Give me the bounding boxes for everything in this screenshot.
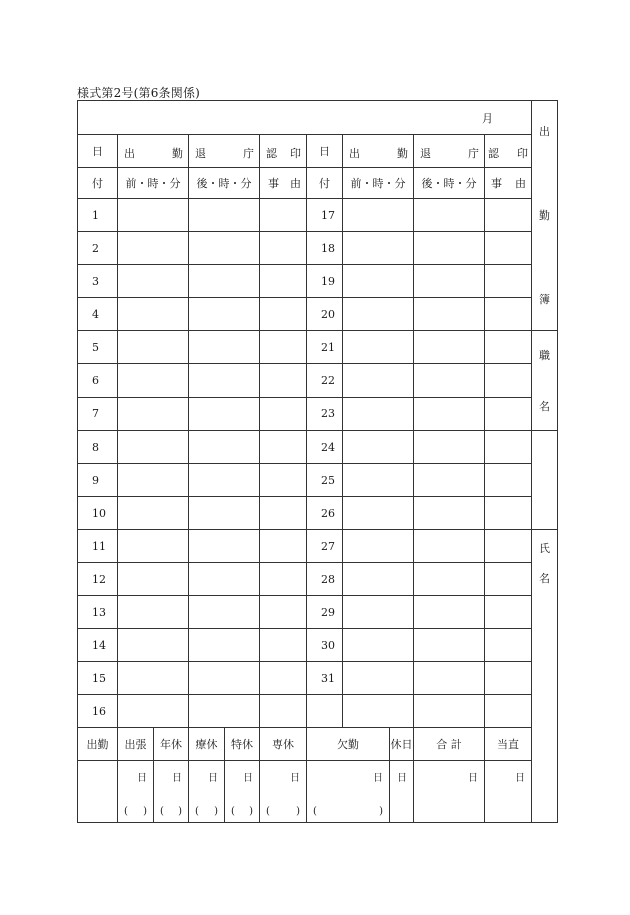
arrive-time-cell[interactable] — [118, 199, 189, 232]
summary-medical-leave-count[interactable]: 日 ( ) — [189, 761, 225, 823]
seal-cell[interactable] — [260, 331, 307, 364]
seal-cell[interactable] — [260, 265, 307, 298]
attendance-sheet — [77, 100, 557, 817]
leave-subheader-left: 後・時・分 — [189, 168, 260, 199]
day-number: 26 — [307, 497, 343, 530]
seal-cell[interactable] — [485, 563, 532, 596]
arrive-time-cell[interactable] — [118, 431, 189, 464]
arrive-time-cell[interactable] — [118, 497, 189, 530]
summary-annual-leave-count[interactable]: 日 ( ) — [154, 761, 189, 823]
seal-cell[interactable] — [260, 629, 307, 662]
day-number: 15 — [78, 662, 118, 695]
seal-subheader-left: 事 由 — [260, 168, 307, 199]
summary-label-total: 合 計 — [414, 728, 485, 761]
day-number: 7 — [78, 397, 118, 430]
seal-cell[interactable] — [485, 596, 532, 629]
arrive-time-cell[interactable] — [343, 662, 414, 695]
summary-business-trip-count[interactable]: 日 ( ) — [118, 761, 154, 823]
day-number: 16 — [78, 695, 118, 728]
seal-subheader-right: 事 由 — [485, 168, 532, 199]
day-number: 9 — [78, 464, 118, 497]
summary-attendance-count[interactable] — [78, 761, 118, 823]
leave-time-cell[interactable] — [414, 629, 485, 662]
leave-time-cell[interactable] — [414, 596, 485, 629]
day-number: 23 — [307, 397, 343, 430]
arrive-time-cell[interactable] — [343, 497, 414, 530]
post-input-cell[interactable] — [532, 431, 558, 530]
summary-holiday-count[interactable]: 日 — [390, 761, 414, 823]
summary-dedicated-leave-count[interactable]: 日 ( ) — [260, 761, 307, 823]
seal-cell[interactable] — [485, 265, 532, 298]
summary-label-business-trip: 出張 — [118, 728, 154, 761]
month-label: 月 — [482, 111, 494, 125]
seal-cell[interactable] — [260, 662, 307, 695]
day-number-empty — [307, 695, 343, 728]
leave-time-cell[interactable] — [414, 199, 485, 232]
leave-time-cell[interactable] — [414, 232, 485, 265]
table-row — [78, 563, 558, 596]
seal-header-left: 認 印 — [260, 135, 307, 168]
leave-time-cell[interactable] — [189, 431, 260, 464]
day-number: 21 — [307, 331, 343, 364]
day-number: 24 — [307, 431, 343, 464]
table-row — [78, 265, 558, 298]
seal-cell[interactable] — [485, 364, 532, 397]
arrive-time-cell[interactable] — [118, 596, 189, 629]
leave-time-cell[interactable] — [189, 364, 260, 397]
leave-time-cell[interactable] — [414, 530, 485, 563]
arrive-time-cell[interactable] — [118, 662, 189, 695]
day-number: 13 — [78, 596, 118, 629]
table-row — [78, 596, 558, 629]
arrive-time-cell[interactable] — [118, 530, 189, 563]
arrive-subheader-right: 前・時・分 — [343, 168, 414, 199]
side-post-char-1: 職 — [539, 349, 551, 362]
summary-night-duty-count[interactable]: 日 — [485, 761, 532, 823]
table-row — [78, 364, 558, 397]
day-number: 5 — [78, 331, 118, 364]
seal-cell[interactable] — [485, 530, 532, 563]
summary-label-dedicated-leave: 専休 — [260, 728, 307, 761]
table-row — [78, 530, 558, 563]
table-row — [78, 397, 558, 430]
leave-time-cell[interactable] — [414, 364, 485, 397]
day-number: 30 — [307, 629, 343, 662]
side-book-char-3: 簿 — [539, 293, 551, 306]
day-number: 2 — [78, 232, 118, 265]
side-post-label — [532, 331, 558, 431]
seal-cell[interactable] — [485, 662, 532, 695]
day-number: 27 — [307, 530, 343, 563]
arrive-time-cell[interactable] — [118, 232, 189, 265]
arrive-time-cell[interactable] — [118, 265, 189, 298]
table-row — [78, 662, 558, 695]
seal-cell[interactable] — [260, 464, 307, 497]
seal-cell[interactable] — [260, 563, 307, 596]
seal-cell[interactable] — [485, 232, 532, 265]
side-book-char-2: 勤 — [539, 209, 551, 222]
leave-time-cell[interactable] — [414, 265, 485, 298]
arrive-time-cell[interactable] — [343, 199, 414, 232]
table-row — [78, 232, 558, 265]
arrive-time-cell[interactable] — [343, 331, 414, 364]
seal-cell[interactable] — [260, 497, 307, 530]
day-number: 3 — [78, 265, 118, 298]
seal-cell[interactable] — [485, 464, 532, 497]
leave-header-right: 退 庁 — [414, 135, 485, 168]
day-number: 29 — [307, 596, 343, 629]
arrive-time-cell[interactable] — [343, 364, 414, 397]
day-number: 25 — [307, 464, 343, 497]
arrive-header-left: 出 勤 — [118, 135, 189, 168]
leave-time-cell[interactable] — [189, 695, 260, 728]
arrive-time-cell[interactable] — [343, 629, 414, 662]
day-header-bottom-left: 付 — [78, 168, 118, 199]
seal-cell[interactable] — [485, 497, 532, 530]
summary-label-medical-leave: 療休 — [189, 728, 225, 761]
day-number: 8 — [78, 431, 118, 464]
day-number: 17 — [307, 199, 343, 232]
leave-time-cell[interactable] — [189, 199, 260, 232]
arrive-time-cell[interactable] — [118, 298, 189, 331]
leave-time-cell[interactable] — [189, 629, 260, 662]
day-number: 10 — [78, 497, 118, 530]
side-name-char-2: 名 — [539, 572, 551, 585]
summary-label-absence: 欠勤 — [307, 728, 390, 761]
arrive-time-cell[interactable] — [343, 298, 414, 331]
seal-cell[interactable] — [260, 298, 307, 331]
summary-label-night-duty: 当直 — [485, 728, 532, 761]
arrive-time-cell[interactable] — [343, 431, 414, 464]
summary-label-attendance: 出勤 — [78, 728, 118, 761]
table-row — [78, 199, 558, 232]
leave-time-cell[interactable] — [189, 397, 260, 430]
day-number: 1 — [78, 199, 118, 232]
table-row — [78, 629, 558, 662]
side-book-char-1: 出 — [539, 125, 551, 138]
form-title: 様式第2号(第6条関係) — [77, 86, 201, 100]
arrive-time-cell[interactable] — [343, 530, 414, 563]
seal-cell[interactable] — [260, 530, 307, 563]
arrive-subheader-left: 前・時・分 — [118, 168, 189, 199]
leave-time-cell[interactable] — [414, 563, 485, 596]
seal-cell[interactable] — [485, 397, 532, 430]
day-number: 20 — [307, 298, 343, 331]
leave-time-cell[interactable] — [414, 397, 485, 430]
leave-time-cell[interactable] — [414, 298, 485, 331]
seal-cell[interactable] — [260, 397, 307, 430]
seal-cell[interactable] — [260, 596, 307, 629]
side-name-char-1: 氏 — [539, 542, 551, 555]
month-cell[interactable] — [78, 101, 532, 135]
summary-label-holiday: 休日 — [390, 728, 414, 761]
seal-cell[interactable] — [260, 364, 307, 397]
seal-header-right: 認 印 — [485, 135, 532, 168]
seal-cell[interactable] — [260, 695, 307, 728]
table-row — [78, 464, 558, 497]
leave-time-cell[interactable] — [189, 596, 260, 629]
seal-cell[interactable] — [485, 199, 532, 232]
arrive-time-cell[interactable] — [118, 397, 189, 430]
day-number: 12 — [78, 563, 118, 596]
arrive-time-cell[interactable] — [343, 265, 414, 298]
summary-special-leave-count[interactable]: 日 ( ) — [225, 761, 260, 823]
day-header-top-left: 日 — [78, 135, 118, 168]
seal-cell[interactable] — [485, 298, 532, 331]
seal-cell[interactable] — [260, 199, 307, 232]
day-header-bottom-right: 付 — [307, 168, 343, 199]
leave-time-cell[interactable] — [189, 530, 260, 563]
arrive-time-cell[interactable] — [343, 232, 414, 265]
table-row — [78, 331, 558, 364]
seal-cell[interactable] — [485, 695, 532, 728]
summary-absence-count[interactable]: 日 ( ) — [307, 761, 390, 823]
leave-subheader-right: 後・時・分 — [414, 168, 485, 199]
arrive-time-cell[interactable] — [118, 563, 189, 596]
leave-time-cell[interactable] — [189, 298, 260, 331]
arrive-time-cell[interactable] — [118, 695, 189, 728]
leave-time-cell[interactable] — [414, 497, 485, 530]
leave-header-left: 退 庁 — [189, 135, 260, 168]
leave-time-cell[interactable] — [414, 331, 485, 364]
arrive-time-cell[interactable] — [118, 629, 189, 662]
leave-time-cell[interactable] — [189, 464, 260, 497]
table-row — [78, 497, 558, 530]
day-number: 18 — [307, 232, 343, 265]
leave-time-cell[interactable] — [189, 232, 260, 265]
attendance-table — [77, 100, 558, 823]
seal-cell[interactable] — [485, 431, 532, 464]
leave-time-cell[interactable] — [414, 431, 485, 464]
seal-cell[interactable] — [260, 232, 307, 265]
seal-cell[interactable] — [485, 629, 532, 662]
day-number: 11 — [78, 530, 118, 563]
day-header-top-right: 日 — [307, 135, 343, 168]
leave-time-cell[interactable] — [189, 331, 260, 364]
day-number: 19 — [307, 265, 343, 298]
seal-cell[interactable] — [485, 331, 532, 364]
arrive-time-cell[interactable] — [118, 464, 189, 497]
leave-time-cell[interactable] — [189, 563, 260, 596]
summary-total-count[interactable]: 日 — [414, 761, 485, 823]
leave-time-cell[interactable] — [189, 265, 260, 298]
arrive-time-cell[interactable] — [343, 563, 414, 596]
side-post-char-2: 名 — [539, 400, 551, 413]
summary-label-special-leave: 特休 — [225, 728, 260, 761]
arrive-time-cell[interactable] — [343, 695, 414, 728]
side-name-label — [532, 530, 558, 823]
table-row — [78, 695, 558, 728]
day-number: 4 — [78, 298, 118, 331]
summary-label-annual-leave: 年休 — [154, 728, 189, 761]
leave-time-cell[interactable] — [189, 497, 260, 530]
leave-time-cell[interactable] — [414, 662, 485, 695]
arrive-time-cell[interactable] — [118, 364, 189, 397]
seal-cell[interactable] — [260, 431, 307, 464]
day-number: 6 — [78, 364, 118, 397]
table-row — [78, 298, 558, 331]
day-number: 28 — [307, 563, 343, 596]
leave-time-cell[interactable] — [414, 464, 485, 497]
arrive-time-cell[interactable] — [343, 596, 414, 629]
leave-time-cell[interactable] — [414, 695, 485, 728]
arrive-time-cell[interactable] — [118, 331, 189, 364]
leave-time-cell[interactable] — [189, 662, 260, 695]
day-number: 14 — [78, 629, 118, 662]
day-number: 22 — [307, 364, 343, 397]
arrive-header-right: 出 勤 — [343, 135, 414, 168]
arrive-time-cell[interactable] — [343, 397, 414, 430]
day-number: 31 — [307, 662, 343, 695]
table-row — [78, 431, 558, 464]
side-book-label — [532, 101, 558, 331]
arrive-time-cell[interactable] — [343, 464, 414, 497]
